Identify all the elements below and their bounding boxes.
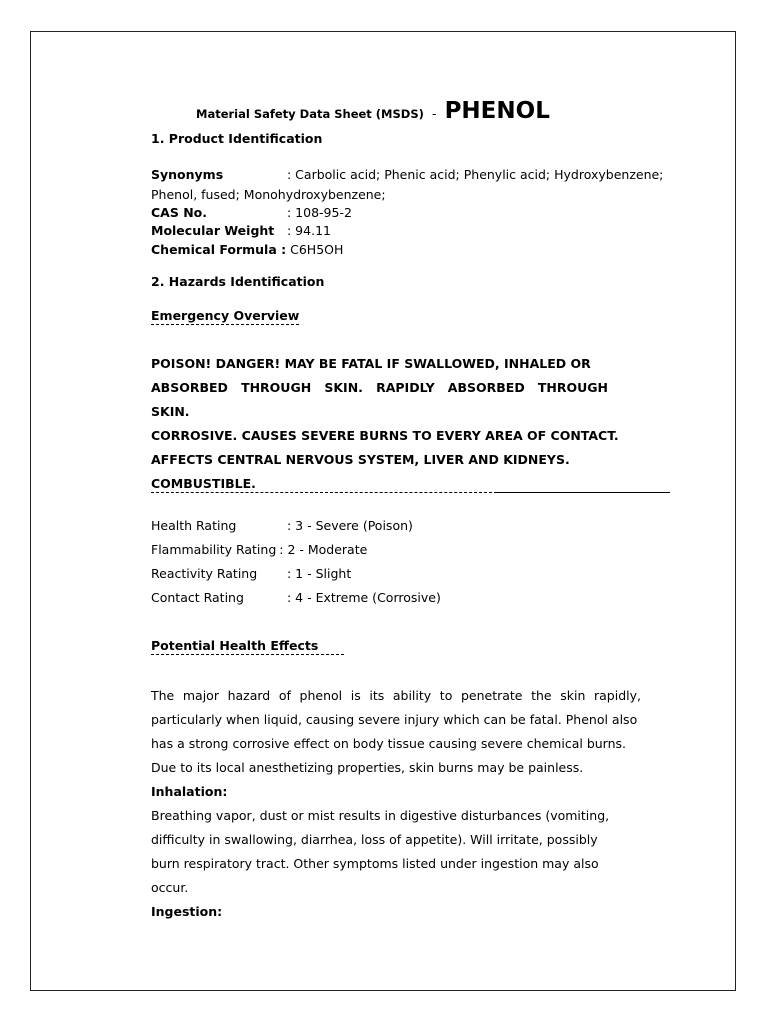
chemical-formula-value: C6H5OH [290,242,344,257]
warning-line-2: ABSORBED THROUGH SKIN. RAPIDLY ABSORBED THROUGH [151,380,608,395]
rating-row [151,590,441,605]
section2-heading: 2. Hazards Identification [151,274,325,289]
inhalation-line-2: difficulty in swallowing, diarrhea, loss of appetite). Will irritate, possibly [151,832,598,847]
molecular-weight-label: Molecular Weight [151,223,275,238]
synonyms-row [151,167,663,182]
inhalation-line-3: burn respiratory tract. Other symptoms listed under ingestion may also [151,856,599,871]
cas-label: CAS No. [151,205,207,220]
synonyms-label: Synonyms [151,167,224,182]
warning-line-1: POISON! DANGER! MAY BE FATAL IF SWALLOWED, INHALED OR [151,356,591,371]
rating-label: Flammability Rating [151,542,277,557]
synonyms-value-line2: Phenol, fused; Monohydroxybenzene; [151,187,386,202]
section1-heading: 1. Product Identification [151,131,323,146]
dashed-divider [151,492,492,493]
effects-line-4: Due to its local anesthetizing properties, skin burns may be painless. [151,760,584,775]
cas-row [151,205,352,220]
effects-line-2: particularly when liquid, causing severe injury which can be fatal. Phenol also [151,712,638,727]
document-title [196,98,550,124]
rating-value: : 4 - Extreme (Corrosive) [287,590,441,605]
warning-line-5: AFFECTS CENTRAL NERVOUS SYSTEM, LIVER AND KIDNEYS. [151,452,570,467]
rating-row [151,518,413,533]
chemical-formula-label: Chemical Formula : [151,242,287,257]
solid-divider [494,492,670,493]
emergency-overview-heading: Emergency Overview [151,308,300,323]
rating-row [151,566,351,581]
ingestion-heading: Ingestion: [151,904,223,919]
rating-value: : 3 - Severe (Poison) [287,518,413,533]
rating-value: : 2 - Moderate [279,542,368,557]
title-separator: - [431,106,437,121]
rating-value: : 1 - Slight [287,566,352,581]
inhalation-heading: Inhalation: [151,784,228,799]
rating-row [151,542,367,557]
rating-label: Health Rating [151,518,237,533]
inhalation-line-1: Breathing vapor, dust or mist results in digestive disturbances (vomiting, [151,808,610,823]
synonyms-value-line1: : Carbolic acid; Phenic acid; Phenylic acid; Hydroxybenzene; [287,167,664,182]
inhalation-line-4: occur. [151,880,189,895]
rating-label: Contact Rating [151,590,244,605]
chemical-formula-row [151,242,343,257]
rating-label: Reactivity Rating [151,566,258,581]
warning-line-4: CORROSIVE. CAUSES SEVERE BURNS TO EVERY AREA OF CONTACT. [151,428,619,443]
effects-line-3: has a strong corrosive effect on body tissue causing severe chemical burns. [151,736,626,751]
title-main: PHENOL [444,98,550,124]
warning-line-6: COMBUSTIBLE. [151,476,256,491]
molecular-weight-row [151,223,331,238]
effects-line-1: The major hazard of phenol is its ability to penetrate the skin rapidly, [151,688,641,703]
molecular-weight-value: : 94.11 [287,223,331,238]
title-prefix: Material Safety Data Sheet (MSDS) [196,107,424,121]
warning-line-3: SKIN. [151,404,190,419]
health-effects-heading: Potential Health Effects [151,638,344,655]
cas-value: : 108-95-2 [287,205,352,220]
